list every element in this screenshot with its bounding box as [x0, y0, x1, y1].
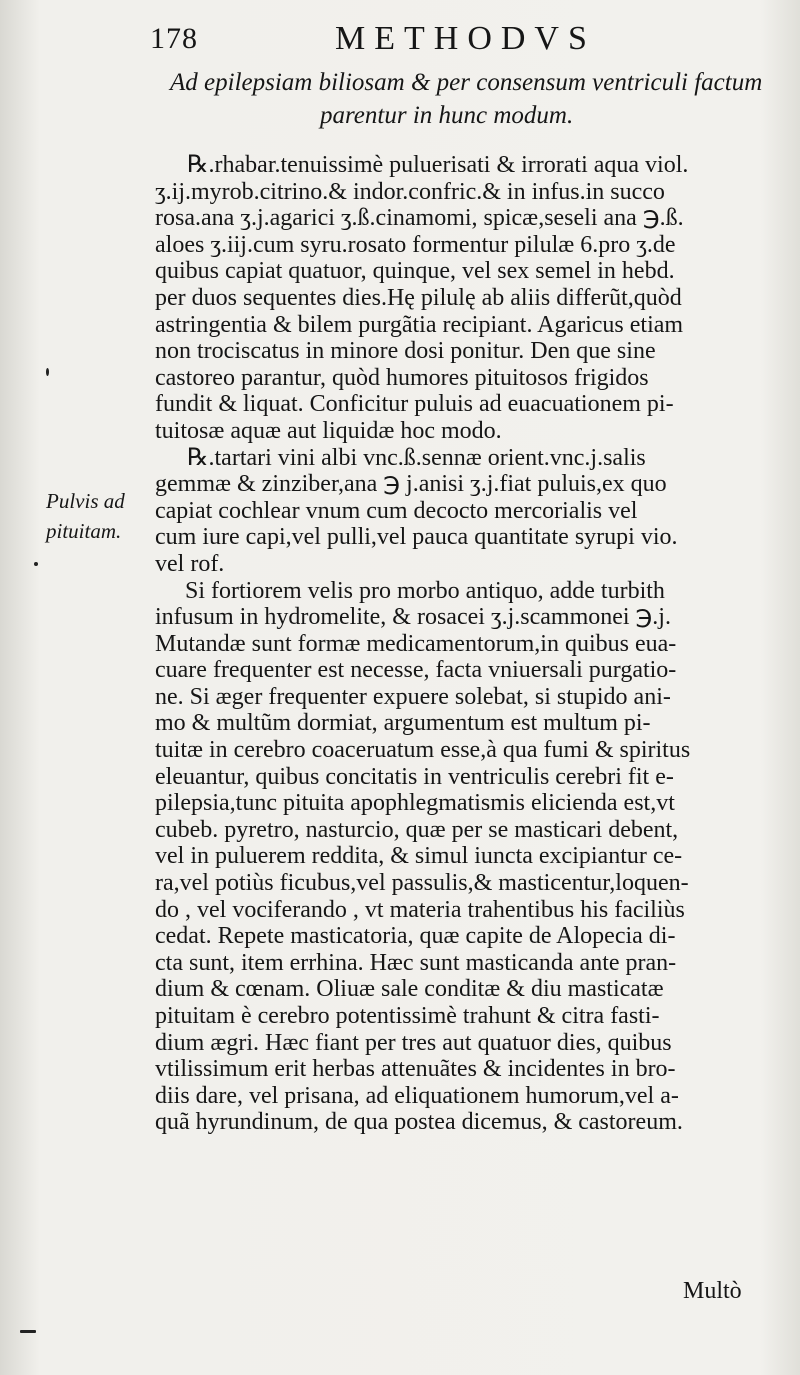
- text-line: do , vel vociferando , vt materia trahentibus his faciliùs: [155, 896, 685, 923]
- catchword: Multò: [683, 1278, 742, 1304]
- body-text: [155, 152, 767, 1136]
- paragraph-1: [155, 152, 767, 445]
- text-line: tuitæ in cerebro coaceruatum esse,à qua fumi & spiritus: [155, 737, 691, 764]
- margin-note: [46, 486, 158, 546]
- text-line: infusum in hydromelite, & rosacei ʒ.j.scammonei ℈.j.: [155, 604, 671, 631]
- text-line: cuare frequenter est necesse, facta vniuersali purgatio-: [155, 657, 677, 684]
- ink-speck: [20, 1330, 36, 1333]
- text-line: Si fortiorem velis pro morbo antiquo, adde turbith: [185, 577, 665, 604]
- text-line: ʒ.ij.myrob.citrino.& indor.confric.& in infus.in succo: [155, 178, 665, 205]
- text-line: vel rof.: [155, 550, 225, 577]
- paragraph-2: [155, 445, 767, 578]
- text-line: rosa.ana ʒ.j.agarici ʒ.ß.cinamomi, spicæ,seseli ana ℈.ß.: [155, 205, 684, 232]
- title-line-2: parentur in hunc modum.: [320, 102, 574, 129]
- title-line-1: Ad epilepsiam biliosam & per consensum ventriculi factum: [170, 69, 763, 96]
- text-line: cubeb. pyretro, nasturcio, quæ per se masticari debent,: [155, 816, 679, 843]
- text-line: ℞.rhabar.tenuissimè puluerisati & irrorati aqua viol.: [187, 152, 689, 178]
- text-line: gemmæ & zinziber,ana ℈ j.anisi ʒ.j.fiat puluis,ex quo: [155, 471, 667, 498]
- text-line: castoreo parantur, quòd humores pituitosos frigidos: [155, 364, 649, 391]
- margin-note-line-1: Pulvis ad: [46, 489, 125, 513]
- page-number: 178: [150, 22, 198, 55]
- text-line: pilepsia,tunc pituita apophlegmatismis elicienda est,vt: [155, 790, 675, 817]
- text-line: dium & cœnam. Oliuæ sale conditæ & diu masticatæ: [155, 976, 664, 1003]
- text-line: vel in puluerem reddita, & simul iuncta excipiantur ce-: [155, 843, 683, 870]
- section-title: [170, 66, 770, 132]
- text-line: cum iure capi,vel pulli,vel pauca quantitate syrupi vio.: [155, 524, 678, 551]
- ink-speck: [46, 368, 49, 376]
- text-line: vtilissimum erit herbas attenuãtes & incidentes in bro-: [155, 1056, 676, 1083]
- text-line: ne. Si æger frequenter expuere solebat, si stupido ani-: [155, 683, 671, 710]
- text-line: per duos sequentes dies.Hę pilulę ab aliis differũt,quòd: [155, 284, 682, 311]
- text-line: fundit & liquat. Conficitur puluis ad euacuationem pi-: [155, 391, 674, 418]
- text-line: mo & multũm dormiat, argumentum est multum pi-: [155, 710, 651, 737]
- text-line: dium ægri. Hæc fiant per tres aut quatuor dies, quibus: [155, 1029, 672, 1056]
- margin-note-line-2: pituitam.: [46, 519, 122, 543]
- running-head: METHODVS: [335, 20, 596, 57]
- text-line: cedat. Repete masticatoria, quæ capite de Alopecia di-: [155, 923, 676, 950]
- ink-speck: [34, 562, 38, 566]
- page-header: [0, 18, 800, 58]
- text-line: tuitosæ aquæ aut liquidæ hoc modo.: [155, 417, 502, 444]
- text-line: pituitam è cerebro potentissimè trahunt & citra fasti-: [155, 1003, 660, 1029]
- text-line: capiat cochlear vnum cum decocto mercorialis vel: [155, 497, 638, 524]
- paragraph-3: [155, 578, 767, 1136]
- text-line: quã hyrundinum, de qua postea dicemus, & castoreum.: [155, 1109, 683, 1136]
- text-line: ra,vel potiùs ficubus,vel passulis,& masticentur,loquen-: [155, 870, 689, 897]
- text-line: cta sunt, item errhina. Hæc sunt masticanda ante pran-: [155, 949, 677, 976]
- text-line: astringentia & bilem purgãtia recipiant. Agaricus etiam: [155, 311, 684, 338]
- text-line: eleuantur, quibus concitatis in ventriculis cerebri fit e-: [155, 763, 674, 790]
- text-line: Mutandæ sunt formæ medicamentorum,in quibus eua-: [155, 630, 677, 657]
- text-line: diis dare, vel prisana, ad eliquationem humorum,vel a-: [155, 1082, 679, 1109]
- text-line: non trociscatus in minore dosi ponitur. Den que sine: [155, 338, 656, 365]
- text-line: ℞.tartari vini albi vnc.ß.sennæ orient.vnc.j.salis: [187, 444, 646, 471]
- text-line: aloes ʒ.iij.cum syru.rosato formentur pilulæ 6.pro ʒ.de: [155, 231, 676, 258]
- text-line: quibus capiat quatuor, quinque, vel sex semel in hebd.: [155, 258, 675, 285]
